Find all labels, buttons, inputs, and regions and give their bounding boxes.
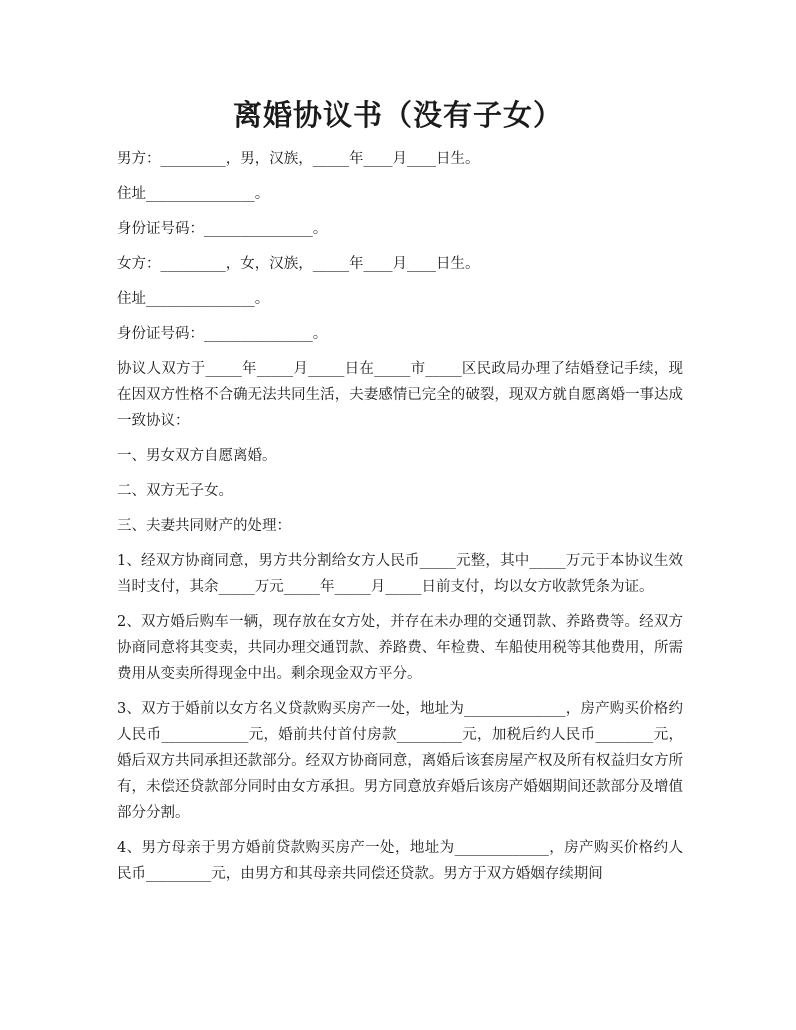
paragraph-item-3: 3、双方于婚前以女方名义贷款购买房产一处，地址为______________，房产购买价格约人民币____________元，婚前共付首付房款_________元，加税后约人民币________元，婚后双方共同承担还款部分。经双方协商同意，离婚后该套房屋产权及所有权益归女方所有，未偿还贷款部分同时由女方承担。男方同意放弃婚后该房产婚姻期间还款部分及增值部分分割。 <box>117 701 683 821</box>
paragraph-clause-1: 一、男女双方自愿离婚。 <box>117 448 277 464</box>
paragraph-item-1: 1、经双方协商同意，男方共分割给女方人民币_____元整，其中_____万元于本协议生效当时支付，其余_____万元_____年_____月_____日前支付，均以女方收款凭条为证。 <box>117 553 683 595</box>
document-body <box>117 146 683 896</box>
paragraph-item-4: 4、男方母亲于男方婚前贷款购买房产一处，地址为_____________，房产购买价格约人民币_________元，由男方和其母亲共同偿还贷款。男方于双方婚姻存续期间 <box>117 840 683 882</box>
paragraph-female-party: 女方：_________，女，汉族，_____年____月____日生。 <box>117 256 480 272</box>
paragraph-female-id: 身份证号码：_______________。 <box>117 326 328 342</box>
paragraph-male-address: 住址_______________。 <box>117 186 270 202</box>
paragraph-clause-3: 三、夫妻共同财产的处理： <box>117 518 291 534</box>
paragraph-item-2: 2、双方婚后购车一辆，现存放在女方处，并存在未办理的交通罚款、养路费等。经双方协商同意将其变卖，共同办理交通罚款、养路费、年检费、车船使用税等其他费用，所需费用从变卖所得现金中出。剩余现金双方平分。 <box>117 614 683 682</box>
paragraph-preamble: 协议人双方于_____年_____月_____日在_____市_____区民政局办理了结婚登记手续，现在因双方性格不合确无法共同生活，夫妻感情已完全的破裂，现双方就自愿离婚一事达成一致协议： <box>117 361 683 429</box>
paragraph-male-id: 身份证号码：_______________。 <box>117 221 328 237</box>
paragraph-clause-2: 二、双方无子女。 <box>117 483 233 499</box>
paragraph-female-address: 住址_______________。 <box>117 291 270 307</box>
paragraph-male-party: 男方：_________，男，汉族，_____年____月____日生。 <box>117 151 480 167</box>
document-title: 离婚协议书（没有子女） <box>232 98 563 132</box>
